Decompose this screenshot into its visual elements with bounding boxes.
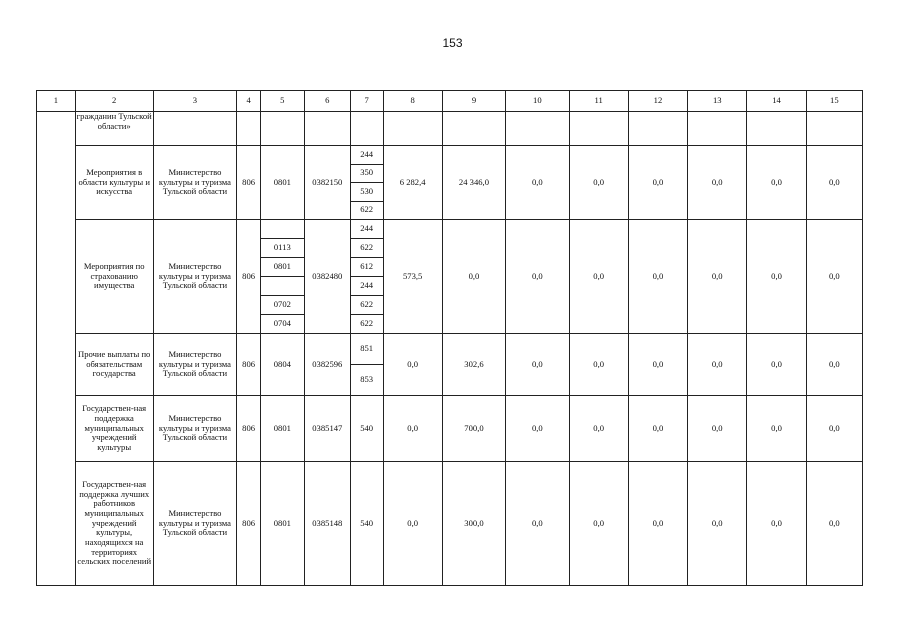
expense-type-code: 622 <box>351 238 383 257</box>
amount-c8: 0,0 <box>383 396 442 462</box>
expense-type-codes <box>350 462 383 586</box>
section-code: 0113 <box>261 238 304 257</box>
section-codes-stack <box>261 146 304 219</box>
expense-type-code: 540 <box>360 517 374 528</box>
expense-type-code: 540 <box>360 422 374 433</box>
section-code: 0801 <box>273 517 291 528</box>
header-cell: 10 <box>506 91 569 112</box>
expense-type-code: 622 <box>351 314 383 333</box>
code-806: 806 <box>237 334 261 396</box>
amount-c15: 0,0 <box>806 146 862 220</box>
table-row <box>37 220 863 334</box>
amount-c12 <box>628 112 687 146</box>
header-cell: 15 <box>806 91 862 112</box>
section-codes-stack <box>261 396 304 461</box>
target-code: 0382150 <box>304 146 350 220</box>
code-806 <box>237 112 261 146</box>
section-code: 0801 <box>273 176 291 187</box>
table-row <box>37 146 863 220</box>
col1-cell <box>37 112 76 586</box>
section-codes-stack <box>261 462 304 585</box>
target-code: 0382480 <box>304 220 350 334</box>
amount-c15: 0,0 <box>806 220 862 334</box>
amount-c10: 0,0 <box>506 146 569 220</box>
target-code: 0382596 <box>304 334 350 396</box>
header-cell: 9 <box>442 91 505 112</box>
amount-c14: 0,0 <box>747 396 806 462</box>
expense-type-codes <box>350 220 383 334</box>
expense-type-code: 244 <box>360 148 374 159</box>
amount-c9: 0,0 <box>442 220 505 334</box>
code-806: 806 <box>237 220 261 334</box>
header-cell: 6 <box>304 91 350 112</box>
table-row <box>37 462 863 586</box>
header-cell: 5 <box>260 91 304 112</box>
amount-c10 <box>506 112 569 146</box>
section-code <box>261 112 304 145</box>
amount-c13: 0,0 <box>688 462 747 586</box>
section-code: 0801 <box>273 422 291 433</box>
expense-type-stack <box>351 462 383 585</box>
target-code: 0385148 <box>304 462 350 586</box>
expense-type-codes <box>350 396 383 462</box>
expense-type-code: 612 <box>351 257 383 276</box>
expense-type-stack <box>351 396 383 461</box>
measure-name: Государствен-ная поддержка лучших работников муниципальных учреждений культуры, находящихся на территориях сельских поселений <box>75 462 153 586</box>
amount-c12: 0,0 <box>628 396 687 462</box>
expense-type-code: 350 <box>351 164 383 183</box>
amount-c11: 0,0 <box>569 146 628 220</box>
measure-name: Мероприятия в области культуры и искусства <box>75 146 153 220</box>
expense-type-code: 622 <box>351 295 383 314</box>
amount-c13 <box>688 112 747 146</box>
table-row <box>37 334 863 396</box>
code-806: 806 <box>237 396 261 462</box>
expense-type-stack <box>351 146 383 219</box>
expense-type-stack <box>351 112 383 145</box>
budget-table <box>36 90 863 586</box>
header-cell: 13 <box>688 91 747 112</box>
section-code: 0804 <box>273 358 291 369</box>
target-code <box>304 112 350 146</box>
expense-type-codes <box>350 112 383 146</box>
page-number: 153 <box>442 36 463 50</box>
section-codes-stack <box>261 112 304 145</box>
amount-c11: 0,0 <box>569 396 628 462</box>
section-codes <box>260 112 304 146</box>
section-code: 0702 <box>261 295 304 314</box>
measure-name: Мероприятия по страхованию имущества <box>75 220 153 334</box>
amount-c14: 0,0 <box>747 220 806 334</box>
section-code <box>261 276 304 295</box>
amount-c11: 0,0 <box>569 462 628 586</box>
amount-c9 <box>442 112 505 146</box>
amount-c9: 300,0 <box>442 462 505 586</box>
expense-type-stack <box>351 334 383 395</box>
expense-type-codes <box>350 334 383 396</box>
amount-c12: 0,0 <box>628 220 687 334</box>
expense-type-code: 530 <box>351 182 383 201</box>
amount-c11 <box>569 112 628 146</box>
code-806: 806 <box>237 146 261 220</box>
ministry-name: Министерство культуры и туризма Тульской области <box>153 220 237 334</box>
amount-c8: 0,0 <box>383 462 442 586</box>
amount-c10: 0,0 <box>506 220 569 334</box>
amount-c13: 0,0 <box>688 220 747 334</box>
amount-c15: 0,0 <box>806 334 862 396</box>
header-cell: 3 <box>153 91 237 112</box>
amount-c10: 0,0 <box>506 462 569 586</box>
section-codes <box>260 334 304 396</box>
amount-c8: 6 282,4 <box>383 146 442 220</box>
amount-c12: 0,0 <box>628 334 687 396</box>
measure-name: Государствен-ная поддержка муниципальных учреждений культуры <box>75 396 153 462</box>
amount-c10: 0,0 <box>506 334 569 396</box>
header-cell: 11 <box>569 91 628 112</box>
section-code <box>261 220 304 238</box>
expense-type-code: 851 <box>360 343 374 354</box>
ministry-name <box>153 112 237 146</box>
amount-c13: 0,0 <box>688 396 747 462</box>
amount-c9: 24 346,0 <box>442 146 505 220</box>
ministry-name: Министерство культуры и туризма Тульской области <box>153 396 237 462</box>
expense-type-code: 244 <box>351 276 383 295</box>
header-cell: 14 <box>747 91 806 112</box>
target-code: 0385147 <box>304 396 350 462</box>
amount-c14: 0,0 <box>747 334 806 396</box>
amount-c14: 0,0 <box>747 146 806 220</box>
ministry-name: Министерство культуры и туризма Тульской области <box>153 334 237 396</box>
amount-c9: 302,6 <box>442 334 505 396</box>
expense-type-code: 853 <box>351 364 383 395</box>
amount-c12: 0,0 <box>628 146 687 220</box>
header-cell: 1 <box>37 91 76 112</box>
amount-c8: 573,5 <box>383 220 442 334</box>
ministry-name: Министерство культуры и туризма Тульской области <box>153 462 237 586</box>
expense-type-code <box>351 112 383 145</box>
section-codes-stack <box>261 220 304 333</box>
table-row <box>37 396 863 462</box>
amount-c13: 0,0 <box>688 146 747 220</box>
code-806: 806 <box>237 462 261 586</box>
amount-c15: 0,0 <box>806 462 862 586</box>
amount-c13: 0,0 <box>688 334 747 396</box>
measure-name: гражданин Тульской области» <box>75 112 153 146</box>
amount-c15 <box>806 112 862 146</box>
header-row <box>37 91 863 112</box>
expense-type-stack <box>351 220 383 333</box>
expense-type-codes <box>350 146 383 220</box>
amount-c11: 0,0 <box>569 220 628 334</box>
ministry-name: Министерство культуры и туризма Тульской области <box>153 146 237 220</box>
amount-c11: 0,0 <box>569 334 628 396</box>
measure-name: Прочие выплаты по обязательствам государства <box>75 334 153 396</box>
amount-c12: 0,0 <box>628 462 687 586</box>
section-codes-stack <box>261 334 304 395</box>
section-code: 0801 <box>261 257 304 276</box>
table-row <box>37 112 863 146</box>
section-codes <box>260 462 304 586</box>
expense-type-code: 244 <box>360 223 374 234</box>
header-cell: 7 <box>350 91 383 112</box>
header-cell: 4 <box>237 91 261 112</box>
section-codes <box>260 146 304 220</box>
amount-c14 <box>747 112 806 146</box>
section-codes <box>260 220 304 334</box>
section-code: 0704 <box>261 314 304 333</box>
amount-c10: 0,0 <box>506 396 569 462</box>
header-cell: 8 <box>383 91 442 112</box>
amount-c15: 0,0 <box>806 396 862 462</box>
amount-c8: 0,0 <box>383 334 442 396</box>
header-cell: 12 <box>628 91 687 112</box>
amount-c9: 700,0 <box>442 396 505 462</box>
amount-c14: 0,0 <box>747 462 806 586</box>
expense-type-code: 622 <box>351 201 383 220</box>
header-cell: 2 <box>75 91 153 112</box>
section-codes <box>260 396 304 462</box>
amount-c8 <box>383 112 442 146</box>
